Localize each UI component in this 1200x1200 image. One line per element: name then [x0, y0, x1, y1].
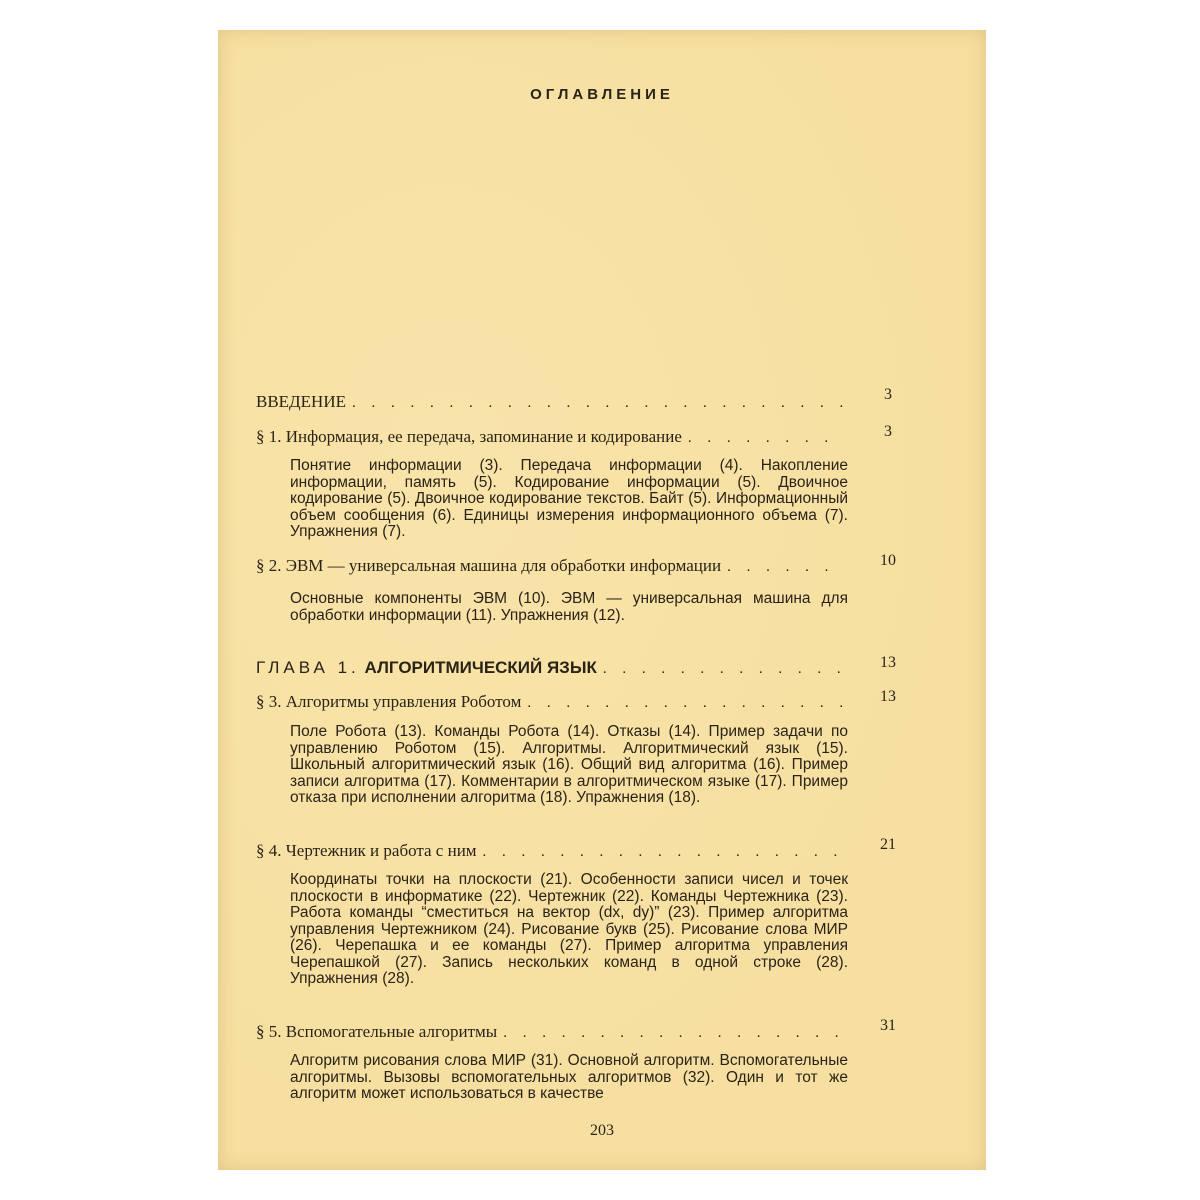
- toc-section-description: Понятие информации (3). Передача информации (4). Накопление информации, память (5). Кодирование информации (5). Двоичное кодирование (5). Двоичное кодирование текстов. Байт (5). Информационный объем сообщения (6). Единицы измерения информационного объема (7). Упражнения (7).: [290, 457, 848, 540]
- dot-leader: [483, 844, 844, 861]
- toc-entry-label: ВВЕДЕНИЕ: [256, 392, 346, 411]
- dot-leader: [603, 661, 844, 678]
- toc-page-number: 13: [880, 654, 896, 671]
- dot-leader: [503, 1025, 844, 1042]
- toc-entry-label: § 3. Алгоритмы управления Роботом: [256, 692, 522, 711]
- toc-section-description: Основные компоненты ЭВМ (10). ЭВМ — универсальная машина для обработки информации (11). Упражнения (12).: [290, 590, 848, 624]
- toc-page-number: 21: [880, 836, 896, 853]
- book-page: [218, 30, 986, 1170]
- toc-section-description: Поле Робота (13). Команды Робота (14). Отказы (14). Пример задачи по управлению Роботом (15). Алгоритмы. Алгоритмический язык (15). Школьный алгоритмический язык (16). Общий вид алгоритма (16). Пример записи алгоритма (17). Комментарии в алгоритмическом языке (17). Пример отказа при исполнении алгоритма (18). Упражнения (18).: [290, 723, 848, 806]
- toc-entry-chapter-1: [256, 658, 844, 678]
- toc-page-number: 3: [884, 386, 892, 403]
- toc-entry-section-4: [256, 841, 844, 861]
- toc-page-number: 3: [884, 423, 892, 440]
- toc-section-description: Координаты точки на плоскости (21). Особенности записи чисел и точек плоскости в информатике (22). Чертежник (22). Команды Чертежника (23). Работа команды “сместиться на вектор (dx, dy)” (23). Пример алгоритма управления Чертежником (24). Рисование букв (25). Рисование слова МИР (26). Черепашка и ее команды (27). Пример алгоритма управления Черепашкой (27). Запись нескольких команд в одной строке (28). Упражнения (28).: [290, 871, 848, 987]
- dot-leader: [352, 395, 844, 412]
- toc-entry-label: § 1. Информация, ее передача, запоминание и кодирование: [256, 427, 682, 446]
- toc-entry-intro: [256, 392, 844, 412]
- toc-entry-label: § 4. Чертежник и работа с ним: [256, 841, 477, 860]
- page-folio: 203: [590, 1122, 614, 1139]
- toc-entry-label: § 2. ЭВМ — универсальная машина для обработки информации: [256, 556, 722, 575]
- dot-leader: [527, 695, 844, 712]
- toc-entry-label: § 5. Вспомогательные алгоритмы: [256, 1022, 498, 1041]
- chapter-number: ГЛАВА 1.: [256, 658, 360, 677]
- toc-entry-label: [256, 658, 597, 678]
- toc-page-number: 13: [880, 688, 896, 705]
- toc-page-number: 10: [880, 552, 896, 569]
- dot-leader: [688, 430, 844, 447]
- toc-entry-section-3: [256, 692, 844, 712]
- toc-page-number: 31: [880, 1017, 896, 1034]
- contents-heading: ОГЛАВЛЕНИЕ: [530, 86, 674, 103]
- dot-leader: [727, 559, 844, 576]
- chapter-title: АЛГОРИТМИЧЕСКИЙ ЯЗЫК: [364, 658, 597, 677]
- toc-entry-section-1: [256, 427, 844, 447]
- toc-section-description: Алгоритм рисования слова МИР (31). Основной алгоритм. Вспомогательные алгоритмы. Вызовы вспомогательных алгоритмов (32). Один и тот же алгоритм может использоваться в качестве: [290, 1052, 848, 1102]
- toc-entry-section-5: [256, 1022, 844, 1042]
- toc-entry-section-2: [256, 556, 844, 576]
